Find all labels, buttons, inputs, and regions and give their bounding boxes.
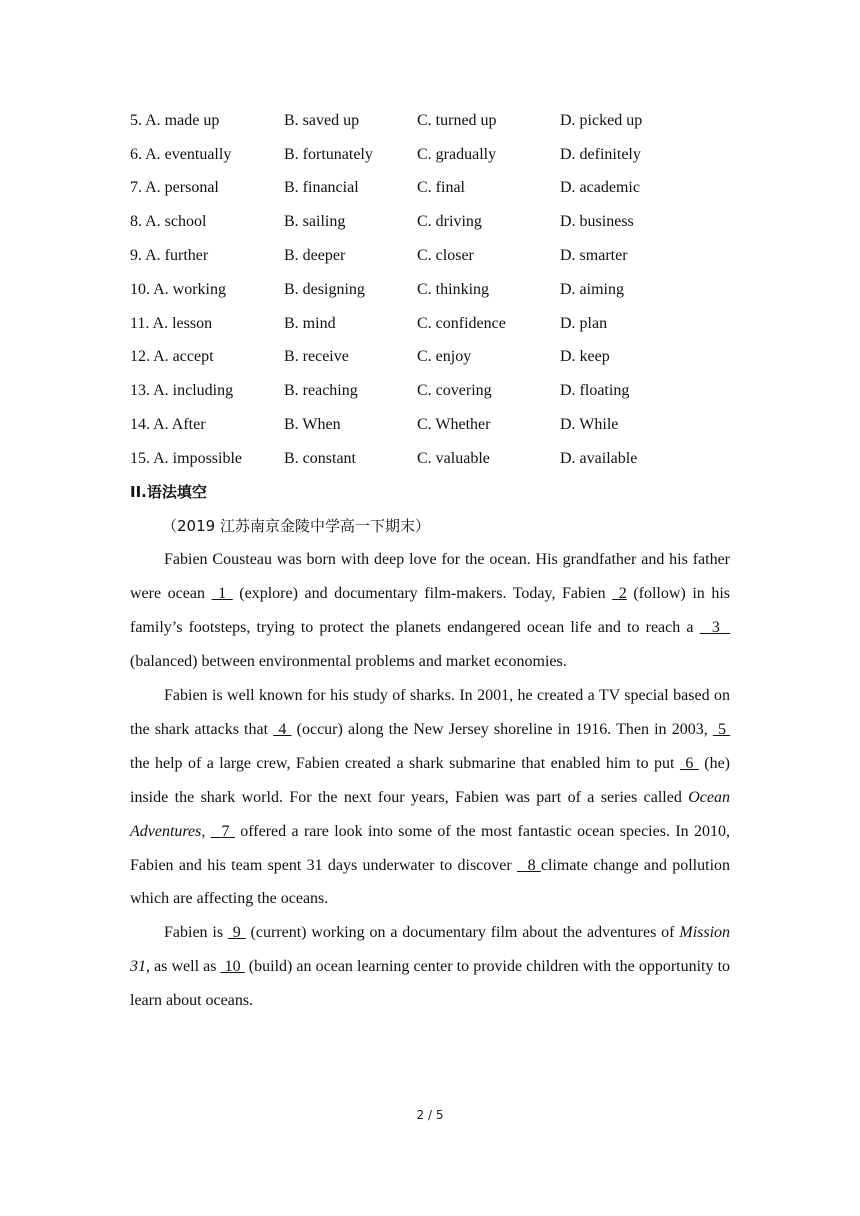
option-choice: B. deeper — [284, 247, 346, 265]
blank-1: 1 — [211, 585, 233, 603]
option-choice: 6. A. eventually — [130, 145, 232, 163]
option-choice: D. aiming — [560, 280, 624, 298]
option-choice: 10. A. working — [130, 280, 226, 298]
option-choice: B. saved up — [284, 111, 360, 129]
option-choice: B. financial — [284, 179, 359, 197]
option-row — [130, 239, 730, 273]
option-choice: D. available — [560, 449, 638, 467]
option-choice: D. business — [560, 213, 634, 231]
blank-7: 7 — [210, 822, 235, 840]
option-choice: B. mind — [284, 314, 336, 332]
option-choice: D. keep — [560, 348, 610, 366]
option-choice: B. fortunately — [284, 145, 373, 163]
option-row — [130, 442, 730, 476]
option-choice: 5. A. made up — [130, 111, 220, 129]
blank-5: 5 — [712, 720, 731, 738]
option-row — [130, 374, 730, 408]
option-choice: C. gradually — [417, 145, 497, 163]
section-title: II.语法填空 — [130, 482, 207, 501]
option-choice: 9. A. further — [130, 247, 209, 265]
series-title: Ocean Adventures — [130, 788, 730, 840]
option-choice: B. When — [284, 416, 341, 434]
option-row — [130, 138, 730, 172]
mission-title: Mission 31 — [130, 924, 731, 976]
option-choice: C. Whether — [417, 416, 491, 434]
option-choice: D. plan — [560, 314, 608, 332]
blank-3: 3 — [699, 619, 730, 637]
option-choice: D. floating — [560, 382, 630, 400]
paragraph-2: Fabien is well known for his study of sharks. In 2001, he created a TV special based on the shark attacks that 4 (occur) along the New Jersey shoreline in 1916. Then in 2003, 5 the help of a large crew, Fabien created a shark submarine that enabled him to put 6 (he) inside the shark world. For the next four years, Fabien was part of a series called Ocean Adventures, 7 offered a rare look into some of the most fantastic ocean species. In 2010, Fabien and his team spent 31 days underwater to discover 8 climate change and pollution which are affecting the oceans. — [130, 686, 731, 908]
blank-10: 10 — [220, 958, 245, 976]
option-row — [130, 341, 730, 375]
option-choice: C. closer — [417, 247, 474, 265]
option-row — [130, 408, 730, 442]
option-choice: 11. A. lesson — [130, 314, 213, 332]
option-choice: D. academic — [560, 179, 640, 197]
option-choice: C. driving — [417, 213, 482, 231]
option-choice: B. sailing — [284, 213, 346, 231]
option-choice: C. confidence — [417, 314, 506, 332]
page-number: 2 / 5 — [416, 1108, 444, 1122]
option-choice: 14. A. After — [130, 416, 206, 434]
blank-6: 6 — [679, 754, 699, 772]
option-choice: C. covering — [417, 382, 492, 400]
option-row — [130, 273, 730, 307]
option-choice: C. thinking — [417, 280, 490, 298]
document-page — [130, 104, 730, 1018]
option-choice: 12. A. accept — [130, 348, 214, 366]
blank-2: 2 — [612, 585, 627, 603]
option-choice: D. picked up — [560, 111, 643, 129]
option-row — [130, 104, 730, 138]
option-choice: D. smarter — [560, 247, 628, 265]
option-choice: 13. A. including — [130, 382, 234, 400]
option-row — [130, 205, 730, 239]
option-choice: B. designing — [284, 280, 365, 298]
option-choice: C. turned up — [417, 111, 497, 129]
option-choice: D. definitely — [560, 145, 641, 163]
blank-8: 8 — [517, 856, 541, 874]
choice-options — [130, 104, 730, 476]
option-choice: B. constant — [284, 449, 356, 467]
option-choice: 8. A. school — [130, 213, 207, 231]
option-choice: 7. A. personal — [130, 179, 219, 197]
option-choice: D. While — [560, 416, 619, 434]
option-choice: C. final — [417, 179, 465, 197]
option-choice: 15. A. impossible — [130, 449, 243, 467]
source-note: （2019 江苏南京金陵中学高一下期末） — [162, 516, 430, 535]
option-choice: B. receive — [284, 348, 349, 366]
blank-4: 4 — [273, 720, 292, 738]
option-row — [130, 307, 730, 341]
option-choice: C. enjoy — [417, 348, 472, 366]
option-row — [130, 172, 730, 206]
option-choice: B. reaching — [284, 382, 358, 400]
paragraph-3: Fabien is 9 (current) working on a documentary film about the adventures of Mission 31, as well as 10 (build) an ocean learning center to provide children with the opportunity to learn about oceans. — [130, 924, 731, 1010]
option-choice: C. valuable — [417, 449, 490, 467]
blank-9: 9 — [227, 924, 246, 942]
paragraph-1: Fabien Cousteau was born with deep love for the ocean. His grandfather and his father were ocean 1 (explore) and documentary film-makers. Today, Fabien 2 (follow) in his family’s footsteps, trying to protect the planets endangered ocean life and to reach a 3 (balanced) between environmental problems and market economies. — [130, 551, 731, 671]
